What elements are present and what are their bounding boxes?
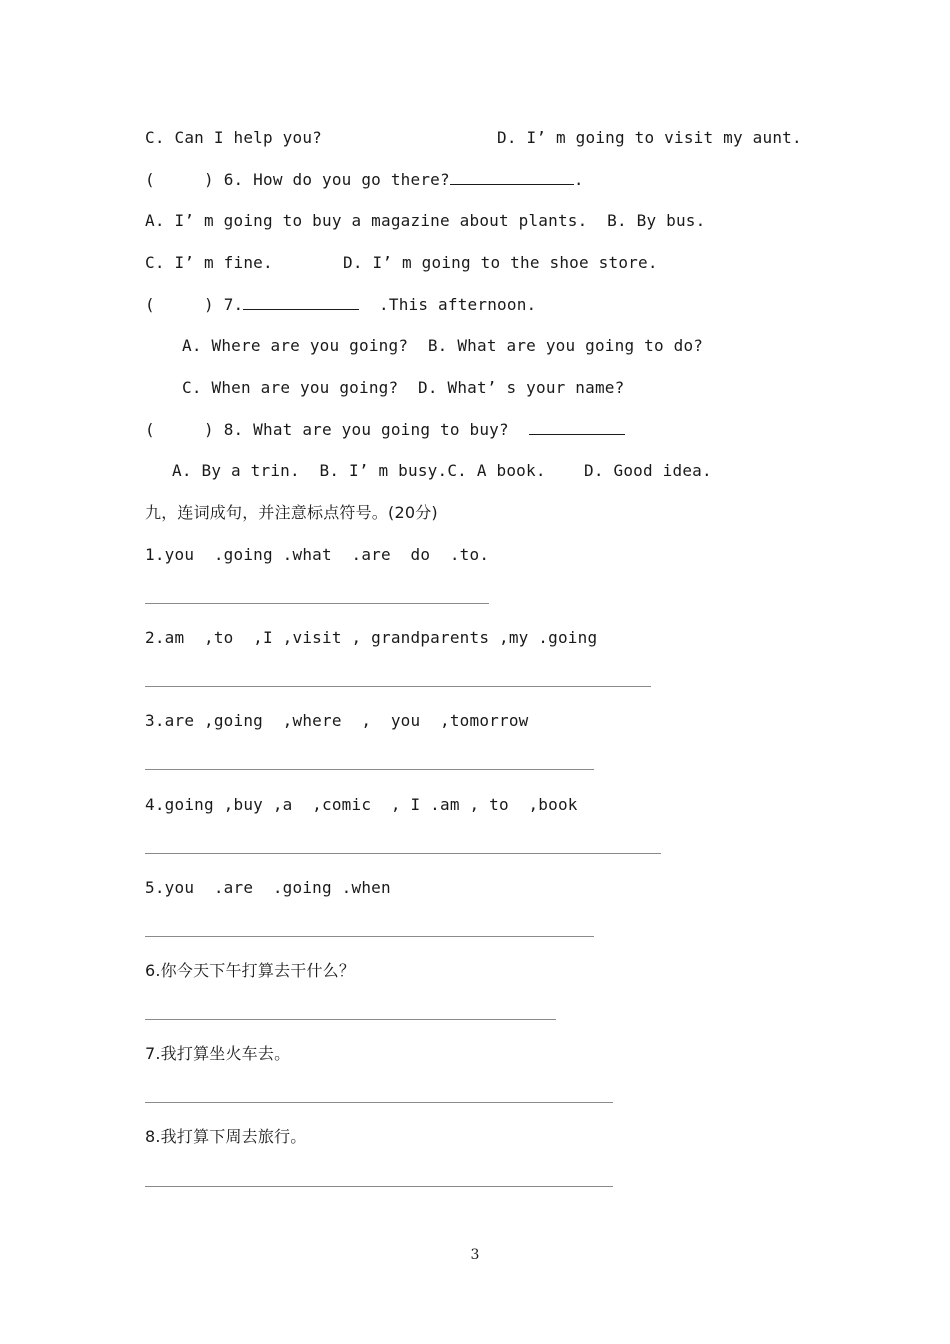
- sentence-item-2: 2.am ,to ,I ,visit , grandparents ,my .going: [145, 628, 598, 647]
- answer-paren[interactable]: ( ): [145, 295, 214, 314]
- q7-blank[interactable]: [243, 295, 359, 310]
- q8-text: 8. What are you going to buy?: [223, 420, 509, 439]
- q5-option-d: D. I’ m going to visit my aunt.: [497, 128, 802, 147]
- q6-option-d: D. I’ m going to the shoe store.: [343, 253, 658, 272]
- answer-line-6[interactable]: [145, 1019, 556, 1020]
- q7-options-ab: A. Where are you going? B. What are you going to do?: [182, 336, 704, 355]
- q6-end: .: [573, 170, 584, 189]
- page-number: 3: [470, 1247, 480, 1263]
- q8-options-abc: A. By a trin. B. I’ m busy.C. A book.: [172, 461, 546, 480]
- answer-line-1[interactable]: [145, 603, 489, 604]
- translation-item-6: 6.你今天下午打算去干什么？: [145, 961, 356, 980]
- answer-line-4[interactable]: [145, 853, 661, 854]
- answer-line-3[interactable]: [145, 769, 594, 770]
- answer-line-7[interactable]: [145, 1102, 613, 1103]
- translation-item-8: 8.我打算下周去旅行。: [145, 1127, 307, 1146]
- q6-blank[interactable]: [450, 170, 574, 185]
- answer-line-5[interactable]: [145, 936, 594, 937]
- q6-option-c: C. I’ m fine.: [145, 253, 273, 272]
- q7-text: .This afternoon.: [379, 295, 537, 314]
- q8-blank[interactable]: [529, 420, 625, 435]
- q7-line: [145, 295, 536, 315]
- q6-text: 6. How do you go there?: [223, 170, 450, 189]
- sentence-item-5: 5.you .are .going .when: [145, 878, 391, 897]
- q6-line: [145, 170, 584, 190]
- answer-line-2[interactable]: [145, 686, 651, 687]
- answer-line-8[interactable]: [145, 1186, 613, 1187]
- sentence-item-4: 4.going ,buy ,a ,comic , I .am , to ,book: [145, 795, 578, 814]
- q8-option-d: D. Good idea.: [584, 461, 712, 480]
- q8-line: [145, 420, 625, 440]
- q7-options-cd: C. When are you going? D. What’ s your name?: [182, 378, 625, 397]
- answer-paren[interactable]: ( ): [145, 420, 214, 439]
- q7-number: 7.: [223, 295, 244, 314]
- sentence-item-3: 3.are ,going ,where , you ,tomorrow: [145, 711, 529, 730]
- section-title: 九，连词成句，并注意标点符号。(20分): [145, 503, 438, 522]
- answer-paren[interactable]: ( ): [145, 170, 214, 189]
- q6-options-ab: A. I’ m going to buy a magazine about plants. B. By bus.: [145, 211, 706, 230]
- q5-option-c: C. Can I help you?: [145, 128, 322, 147]
- sentence-item-1: 1.you .going .what .are do .to.: [145, 545, 490, 564]
- translation-item-7: 7.我打算坐火车去。: [145, 1044, 291, 1063]
